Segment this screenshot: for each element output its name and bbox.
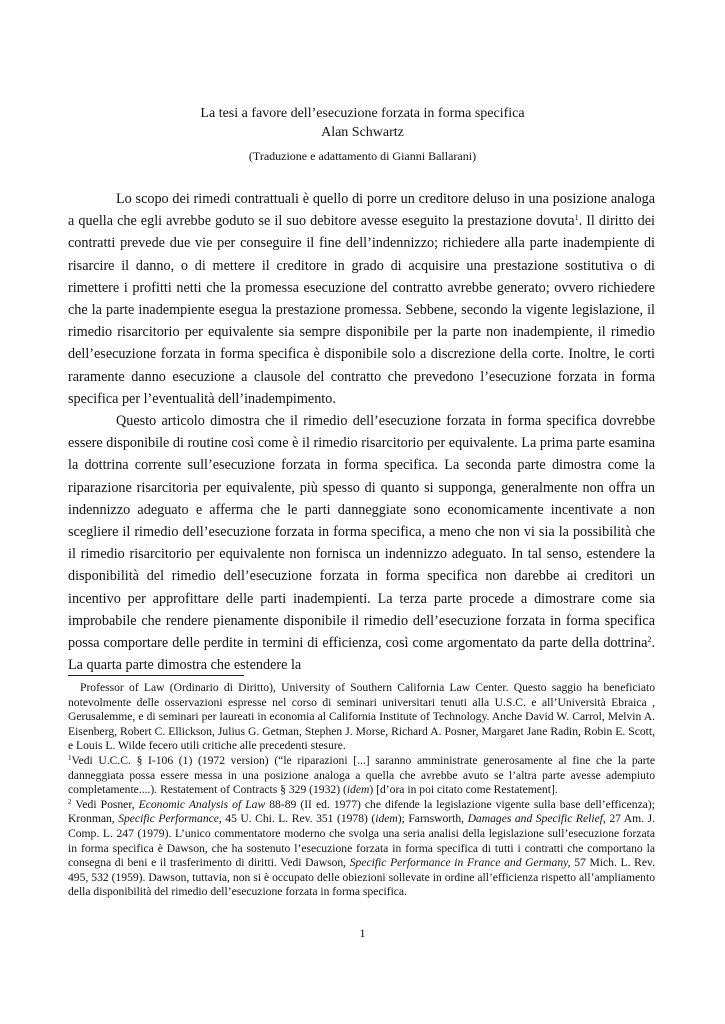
footnote-2-text-e: , 27 Am. J. Comp. L. 247 (1979). L’unico commentatore moderno che svolga una seria analisi della legislazione sull’esecuzione forzata in forma specifica è Dawson, che ha sostenuto l’esecuzione forzata in forma specifica di tutti i contratti che comportano la consegna di beni e il trasferimento di diritti. Vedi Dawson,: [68, 812, 655, 870]
footnote-2-text-f: 57 Mich. L. Rev. 495, 532 (1959). Dawson, tuttavia, non si è occupato delle obiezioni sollevate in ordine all’efficienza rispetto all’ampliamento della disponibilità del rimedio dell’esecuzione forzata in forma specifica.: [68, 856, 655, 899]
footnote-2-text-c: , 45 U. Chi. L. Rev. 351 (1978) (: [218, 812, 376, 826]
footnote-1-mark: 1: [68, 753, 72, 762]
footnote-ref-2: 2: [647, 635, 652, 645]
footnote-2-italic-4: Damages and Specific Relief: [467, 812, 603, 826]
footnote-2-text-b: 88-89 (II ed. 1977) che difende la legislazione vigente sulla base dell’efficenza); Kronman,: [68, 797, 655, 826]
paragraph-1-text-b: . Il diritto dei contratti prevede due vie per conseguire il fine dell’indennizzo; richiedere alla parte inadempiente di risarcire il danno, o di mettere il creditore in grado di acquisire una prestazione sostitutiva o di rimettere i profitti netti che la promessa esecuzione del contratto avrebbe generato; ovvero richiedere che la parte inadempiente esegua la prestazione promessa. Sebbene, secondo la vigente legislazione, il rimedio risarcitorio per equivalente sia sempre disponibile per la parte non inadempiente, il rimedio dell’esecuzione forzata in forma specifica è disponibile solo a discrezione della corte. Inoltre, le corti raramente danno esecuzione a clausole del contratto che prevedono l’esecuzione forzata in forma specifica per l’eventualità dell’inadempimento.: [68, 213, 655, 407]
footnote-author: Professor of Law (Ordinario di Diritto), University of Southern California Law Center. Questo saggio ha beneficiato notevolmente delle osservazioni espresse nel corso di seminari universitari tenuti alla U.S.C. e all’Università Ebraica , Gerusalemme, e di seminari per laureati in economia al California Institute of Technology. Anche David W. Carrol, Melvin A. Eisenberg, Robert C. Ellickson, Julius G. Getman, Stephen J. Morse, Richard A. Posner, Margaret Jane Radin, Robin E. Scott, e Louis L. Wilde fecero utili critiche alle precedenti stesure.: [68, 681, 655, 753]
footnotes: [68, 681, 655, 900]
footnote-2-text-a: Vedi Posner,: [71, 797, 139, 811]
paragraph-1: [68, 188, 655, 410]
footnote-1-text-a: Vedi U.C.C. § I-106 (1) (1972 version) (“le riparazioni [...] saranno amministrate generosamente al fine che la parte danneggiata possa essere messa in una posizione analoga a quella che avrebbe avuto se l’altra parte avesse adempiuto completamente....). Restatement of Contracts § 329 (1932) (: [68, 753, 655, 797]
paragraph-2-text-b: . La quarta parte dimostra che estendere la: [68, 635, 655, 674]
footnote-2-italic-5: Specific Performance in France and Germany,: [349, 856, 571, 870]
footnote-2-italic-1: Economic Analysis of Law: [138, 797, 266, 811]
footnote-2-italic-3: idem: [375, 812, 398, 826]
footnote-2-text-d: ); Farnsworth,: [397, 812, 468, 826]
page-number: 1: [359, 926, 366, 940]
body-text: [68, 188, 655, 676]
footnote-ref-1: 1: [574, 213, 579, 223]
footnote-separator: [68, 675, 244, 676]
paragraph-2: [68, 410, 655, 676]
footnote-1-idem: idem: [346, 783, 370, 797]
document-title: La tesi a favore dell’esecuzione forzata in forma specifica: [200, 106, 525, 121]
footnote-2: [68, 798, 655, 900]
footnote-2-italic-2: Specific Performance: [118, 812, 219, 826]
author-name: Alan Schwartz: [321, 125, 404, 140]
footnote-2-mark: 2: [68, 797, 72, 806]
paragraph-2-text-a: Questo articolo dimostra che il rimedio dell’esecuzione forzata in forma specifica dovrebbe essere disponibile di routine così come è il rimedio risarcitorio per equivalente. La prima parte esamina la dottrina corrente sull’esecuzione forzata in forma specifica. La seconda parte dimostra come la riparazione risarcitoria per equivalente, più spesso di quanto si supponga, generalmente non offra un indennizzo adeguato e afferma che le parti danneggiate sono economicamente incentivate a non scegliere il rimedio dell’esecuzione forzata in forma specifica, a meno che non vi sia la possibilità che il rimedio risarcitorio per equivalente non fornisca un indennizzo adeguato. In tal senso, estendere la disponibilità del rimedio dell’esecuzione forzata in forma specifica non darebbe ai creditori un incentivo per approfittare delle parti inadempienti. La terza parte procede a dimostrare come sia improbabile che rendere pienamente disponibile il rimedio dell’esecuzione forzata in forma specifica possa comportare delle perdite in termini di efficienza, così come argomentato da parte della dottrina: [68, 413, 655, 652]
paragraph-1-text-a: Lo scopo dei rimedi contrattuali è quello di porre un creditore deluso in una posizione analoga a quella che egli avrebbe goduto se il suo debitore avesse eseguito la prestazione dovuta: [68, 191, 655, 230]
footnote-1-text-b: ) [d’ora in poi citato come Restatement].: [369, 783, 558, 797]
translator-credit: (Traduzione e adattamento di Gianni Ballarani): [248, 149, 477, 163]
footnote-1: [68, 754, 655, 798]
